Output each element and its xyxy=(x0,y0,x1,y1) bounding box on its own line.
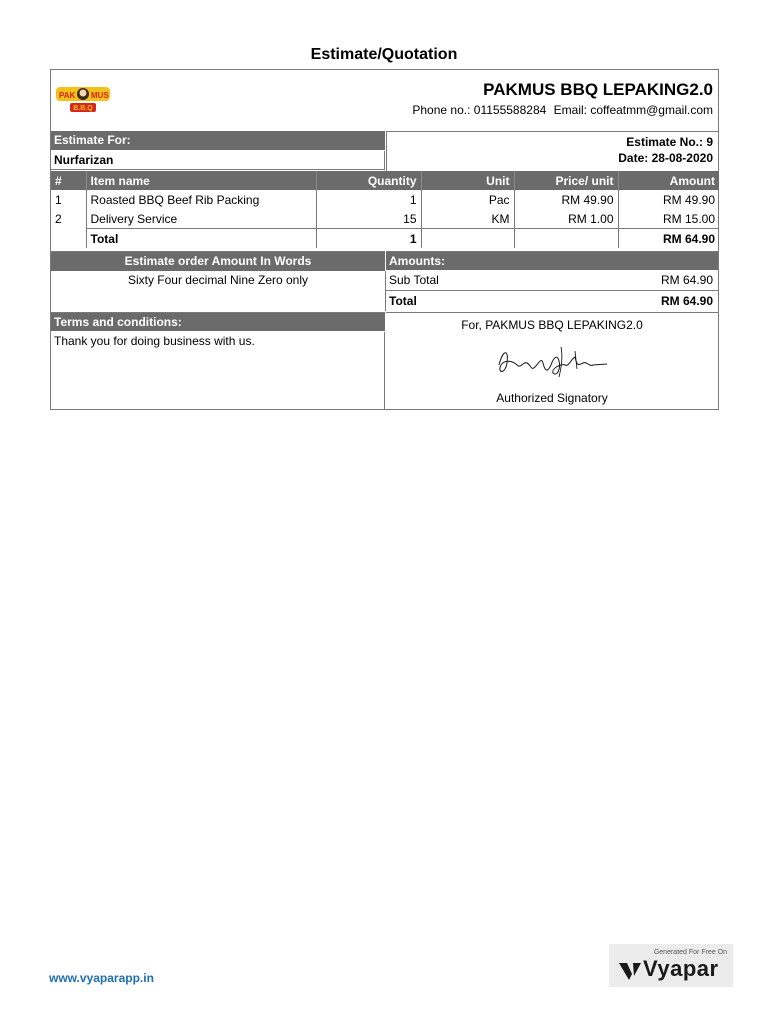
company-header xyxy=(51,70,718,130)
row-amount: RM 15.00 xyxy=(662,211,715,226)
badge-brand-word: Vyapar xyxy=(643,956,719,981)
svg-text:B.B.Q: B.B.Q xyxy=(73,105,93,112)
row-quantity: 1 xyxy=(316,190,421,209)
row-price: RM 1.00 xyxy=(514,209,618,229)
company-contact xyxy=(412,103,713,117)
svg-text:MUS: MUS xyxy=(91,91,109,100)
total-quantity: 1 xyxy=(316,229,421,249)
phone-number: 01155588284 xyxy=(473,103,547,117)
svg-text:PAK: PAK xyxy=(59,91,76,100)
row-item-name: Delivery Service xyxy=(86,209,316,229)
col-num-header: # xyxy=(51,171,86,190)
grand-total-row xyxy=(386,291,718,311)
authorized-signatory-label: Authorized Signatory xyxy=(496,391,608,405)
estimate-for-heading: Estimate For: xyxy=(51,131,385,150)
vyapar-website-link[interactable]: www.vyaparapp.in xyxy=(49,971,154,985)
estimate-meta xyxy=(386,131,718,171)
row-quantity: 15 xyxy=(316,209,421,229)
customer-name: Nurfarizan xyxy=(51,151,385,170)
estimate-number: Estimate No.: 9 xyxy=(626,135,713,149)
company-logo xyxy=(56,85,110,113)
row-num: 1 xyxy=(51,190,86,209)
total-unit-cell xyxy=(421,229,514,249)
grand-total-label: Total xyxy=(389,294,417,308)
sub-total-value: RM 64.90 xyxy=(660,273,713,287)
for-company-label: For, PAKMUS BBQ LEPAKING2.0 xyxy=(461,318,643,332)
handwritten-signature xyxy=(491,343,611,381)
document-title: Estimate/Quotation xyxy=(310,46,458,63)
total-num-cell xyxy=(51,229,86,249)
company-name: PAKMUS BBQ LEPAKING2.0 xyxy=(483,80,713,99)
col-price-header: Price/ unit xyxy=(514,171,618,190)
table-total-row xyxy=(51,229,719,249)
row-num: 2 xyxy=(51,209,86,229)
col-amount-header: Amount xyxy=(618,171,719,190)
total-label: Total xyxy=(86,229,316,249)
row-amount: RM 49.90 xyxy=(662,192,715,207)
row-item-name: Roasted BBQ Beef Rib Packing xyxy=(86,190,316,209)
items-table xyxy=(51,171,719,248)
sub-total-row xyxy=(386,271,718,291)
phone-label: Phone no.: xyxy=(412,103,471,117)
badge-generated-text: Generated For Free On xyxy=(653,949,727,956)
total-price-cell xyxy=(514,229,618,249)
col-unit-header: Unit xyxy=(421,171,514,190)
amounts-heading: Amounts: xyxy=(386,251,718,270)
email-label: Email: xyxy=(553,103,587,117)
amount-in-words-heading: Estimate order Amount In Words xyxy=(51,251,385,271)
terms-heading: Terms and conditions: xyxy=(51,312,385,331)
vyapar-logo-icon xyxy=(618,960,642,982)
col-quantity-header: Quantity xyxy=(316,171,421,190)
sub-total-label: Sub Total xyxy=(389,273,439,287)
row-price: RM 49.90 xyxy=(514,190,618,209)
estimate-frame xyxy=(50,69,719,410)
vyapar-badge[interactable] xyxy=(609,944,733,987)
row-unit: Pac xyxy=(421,190,514,209)
table-row xyxy=(51,209,719,229)
col-item-name-header: Item name xyxy=(86,171,316,190)
amount-in-words-text: Sixty Four decimal Nine Zero only xyxy=(51,271,386,311)
grand-total-value: RM 64.90 xyxy=(660,294,713,308)
row-unit: KM xyxy=(421,209,514,229)
table-row xyxy=(51,190,719,209)
email-address: coffeatmm@gmail.com xyxy=(590,103,713,117)
total-amount: RM 64.90 xyxy=(618,229,719,249)
table-header-row xyxy=(51,171,719,190)
signature-box xyxy=(386,312,718,409)
estimate-date: Date: 28-08-2020 xyxy=(618,151,713,165)
terms-text: Thank you for doing business with us. xyxy=(51,332,385,409)
